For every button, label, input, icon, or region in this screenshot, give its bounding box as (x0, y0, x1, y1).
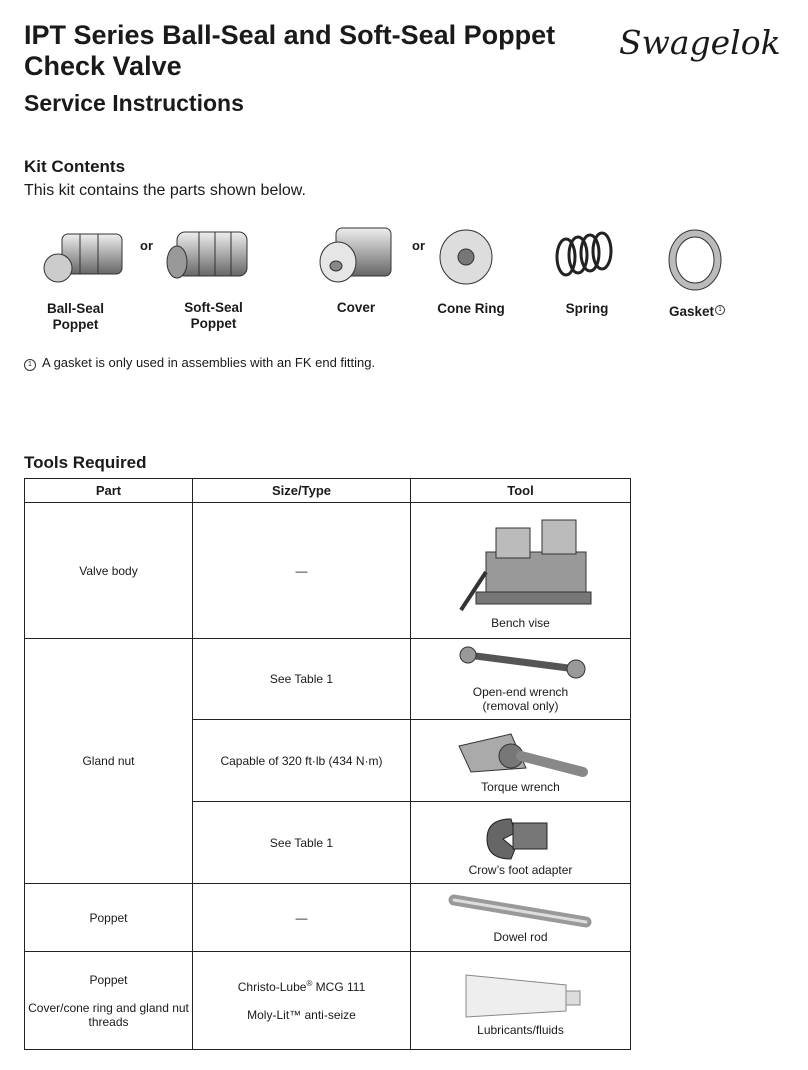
document-subtitle: Service Instructions (24, 90, 244, 116)
part-cell: Poppet (25, 884, 193, 952)
tool-cell (411, 952, 631, 1050)
gasket-label: Gasket 1 (662, 304, 732, 320)
table-row (25, 639, 631, 720)
or-label-1: or (140, 238, 153, 253)
tools-required-heading: Tools Required (24, 453, 147, 472)
gasket-footnote: 1 A gasket is only used in assemblies with an FK end fitting. (24, 355, 375, 371)
tool-cell (411, 639, 631, 720)
table-row (25, 952, 631, 1050)
dowel-rod-image (446, 892, 596, 930)
size-cell: See Table 1 (193, 802, 411, 884)
footnote-marker: 1 (715, 305, 725, 315)
table-row (25, 503, 631, 639)
part-cell: Gland nut (25, 639, 193, 884)
footnote-marker: 1 (24, 359, 36, 371)
tool-caption: Crow’s foot adapter (468, 862, 573, 877)
spring-image (550, 225, 620, 285)
torque-wrench-image (451, 728, 591, 780)
soft-seal-poppet-label: Soft-Seal Poppet (184, 300, 243, 331)
size-cell: — (193, 503, 411, 639)
swagelok-logo (615, 14, 790, 70)
size-cell-line: Christo-Lube® MCG 111 (237, 979, 366, 994)
part-cell-line: Poppet (89, 972, 128, 987)
column-header-part: Part (25, 479, 193, 503)
gasket-image (660, 222, 730, 292)
spring-label: Spring (565, 301, 609, 316)
tool-caption: Lubricants/fluids (477, 1022, 564, 1037)
size-cell: Capable of 320 ft·lb (434 N·m) (193, 720, 411, 802)
tool-cell (411, 503, 631, 639)
size-cell (193, 952, 411, 1050)
open-end-wrench-image (456, 645, 586, 685)
size-cell: — (193, 884, 411, 952)
cone-ring-label: Cone Ring (437, 301, 505, 316)
tool-cell (411, 720, 631, 802)
column-header-tool: Tool (411, 479, 631, 503)
tool-caption: Dowel rod (493, 929, 548, 944)
tool-caption: Open-end wrench (472, 685, 569, 699)
bench-vise-image (446, 512, 596, 616)
size-cell: See Table 1 (193, 639, 411, 720)
tool-cell (411, 802, 631, 884)
table-row (25, 884, 631, 952)
tool-caption: Bench vise (491, 615, 550, 630)
tool-cell (411, 884, 631, 952)
part-cell: Valve body (25, 503, 193, 639)
tool-caption: Torque wrench (481, 779, 560, 794)
or-label-2: or (412, 238, 425, 253)
part-cell-line: Cover/cone ring and gland nut threads (28, 1000, 189, 1029)
kit-intro-text: This kit contains the parts shown below. (24, 182, 306, 199)
lubricant-tube-image (456, 965, 586, 1023)
tool-caption-note: (removal only) (482, 699, 559, 713)
size-cell-line: Moly-Lit™ anti-seize (247, 1008, 356, 1022)
column-header-size: Size/Type (193, 479, 411, 503)
cover-label: Cover (336, 300, 376, 315)
tools-table (24, 478, 631, 1050)
kit-contents-heading: Kit Contents (24, 157, 126, 176)
ball-seal-poppet-image (40, 222, 130, 292)
cover-image (314, 220, 404, 290)
document-title: IPT Series Ball-Seal and Soft-Seal Poppet Check Valve (24, 20, 556, 81)
cone-ring-image (436, 225, 496, 285)
ball-seal-poppet-label: Ball-Seal Poppet (46, 301, 105, 332)
crows-foot-adapter-image (481, 809, 561, 863)
table-header-row (25, 479, 631, 503)
soft-seal-poppet-image (163, 222, 253, 292)
part-cell (25, 952, 193, 1050)
svg-text:Swagelok: Swagelok (619, 23, 781, 62)
